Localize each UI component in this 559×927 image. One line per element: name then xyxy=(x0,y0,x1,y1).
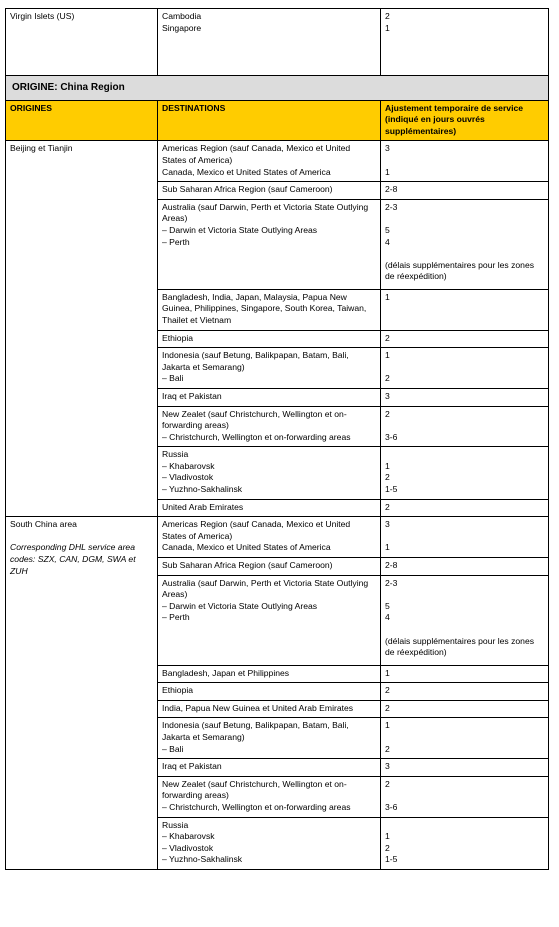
value-cell: 1 xyxy=(381,665,549,683)
destination-cell: Iraq et Pakistan xyxy=(158,759,381,777)
origin-cell: South China area Corresponding DHL service area codes: SZX, CAN, DGM, SWA et ZUH xyxy=(6,517,158,870)
table-row xyxy=(6,141,549,182)
header-adjustment: Ajustement temporaire de service (indiqué en jours ouvrés supplémentaires) xyxy=(381,100,549,141)
value-cell: 2 xyxy=(381,700,549,718)
value-cell: 2 xyxy=(381,683,549,701)
value-cell: 2-3 5 4 (délais supplémentaires pour les zones de réexpédition) xyxy=(381,575,549,665)
value-cell: 2 3-6 xyxy=(381,406,549,447)
value-cell: 2 3-6 xyxy=(381,776,549,817)
value-cell: 1 2 1-5 xyxy=(381,447,549,499)
value-cell: 2 xyxy=(381,330,549,348)
table-row xyxy=(6,517,549,558)
destination-cell: India, Papua New Guinea et United Arab Emirates xyxy=(158,700,381,718)
column-header-row xyxy=(6,100,549,141)
destination-cell: United Arab Emirates xyxy=(158,499,381,517)
destination-cell: Bangladesh, India, Japan, Malaysia, Papua New Guinea, Philippines, Singapore, South Korea, Taiwan, Thailet et Vietnam xyxy=(158,289,381,330)
destination-cell: Sub Saharan Africa Region (sauf Cameroon) xyxy=(158,182,381,200)
value-cell: 3 1 xyxy=(381,517,549,558)
header-destinations: DESTINATIONS xyxy=(158,100,381,141)
origin-cell: Virgin Islets (US) xyxy=(6,9,158,76)
value-cell: 1 2 xyxy=(381,718,549,759)
destination-cell: Cambodia Singapore xyxy=(158,9,381,76)
destination-cell: Australia (sauf Darwin, Perth et Victoria State Outlying Areas) – Darwin et Victoria State Outlying Areas – Perth xyxy=(158,199,381,289)
section-title: ORIGINE: China Region xyxy=(6,76,549,101)
destination-cell: Sub Saharan Africa Region (sauf Cameroon) xyxy=(158,558,381,576)
destination-cell: Russia – Khabarovsk – Vladivostok – Yuzhno-Sakhalinsk xyxy=(158,817,381,869)
destination-cell: Indonesia (sauf Betung, Balikpapan, Batam, Bali, Jakarta et Semarang) – Bali xyxy=(158,348,381,389)
destination-cell: New Zealet (sauf Christchurch, Wellington et on-forwarding areas) – Christchurch, Wellington et on-forwarding areas xyxy=(158,406,381,447)
destination-cell: Bangladesh, Japan et Philippines xyxy=(158,665,381,683)
value-cell: 3 xyxy=(381,759,549,777)
service-adjustment-table xyxy=(5,8,549,870)
value-cell: 3 1 xyxy=(381,141,549,182)
header-origins: ORIGINES xyxy=(6,100,158,141)
destination-cell: Australia (sauf Darwin, Perth et Victoria State Outlying Areas) – Darwin et Victoria State Outlying Areas – Perth xyxy=(158,575,381,665)
destination-cell: Americas Region (sauf Canada, Mexico et United States of America) Canada, Mexico et United States of America xyxy=(158,141,381,182)
value-cell: 2 xyxy=(381,499,549,517)
value-cell: 2-8 xyxy=(381,182,549,200)
value-cell: 2-8 xyxy=(381,558,549,576)
value-cell: 1 xyxy=(381,289,549,330)
value-cell: 3 xyxy=(381,388,549,406)
value-cell: 2-3 5 4 (délais supplémentaires pour les zones de réexpédition) xyxy=(381,199,549,289)
destination-cell: New Zealet (sauf Christchurch, Wellington et on-forwarding areas) – Christchurch, Wellington et on-forwarding areas xyxy=(158,776,381,817)
origin-note: Corresponding DHL service area codes: SZX, CAN, DGM, SWA et ZUH xyxy=(10,542,136,576)
destination-cell: Americas Region (sauf Canada, Mexico et United States of America) Canada, Mexico et United States of America xyxy=(158,517,381,558)
destination-cell: Russia – Khabarovsk – Vladivostok – Yuzhno-Sakhalinsk xyxy=(158,447,381,499)
table-row xyxy=(6,9,549,76)
value-cell: 1 2 1-5 xyxy=(381,817,549,869)
destination-cell: Ethiopia xyxy=(158,683,381,701)
section-header xyxy=(6,76,549,101)
value-cell: 2 1 xyxy=(381,9,549,76)
destination-cell: Iraq et Pakistan xyxy=(158,388,381,406)
destination-cell: Indonesia (sauf Betung, Balikpapan, Batam, Bali, Jakarta et Semarang) – Bali xyxy=(158,718,381,759)
value-cell: 1 2 xyxy=(381,348,549,389)
destination-cell: Ethiopia xyxy=(158,330,381,348)
origin-cell: Beijing et Tianjin xyxy=(6,141,158,517)
